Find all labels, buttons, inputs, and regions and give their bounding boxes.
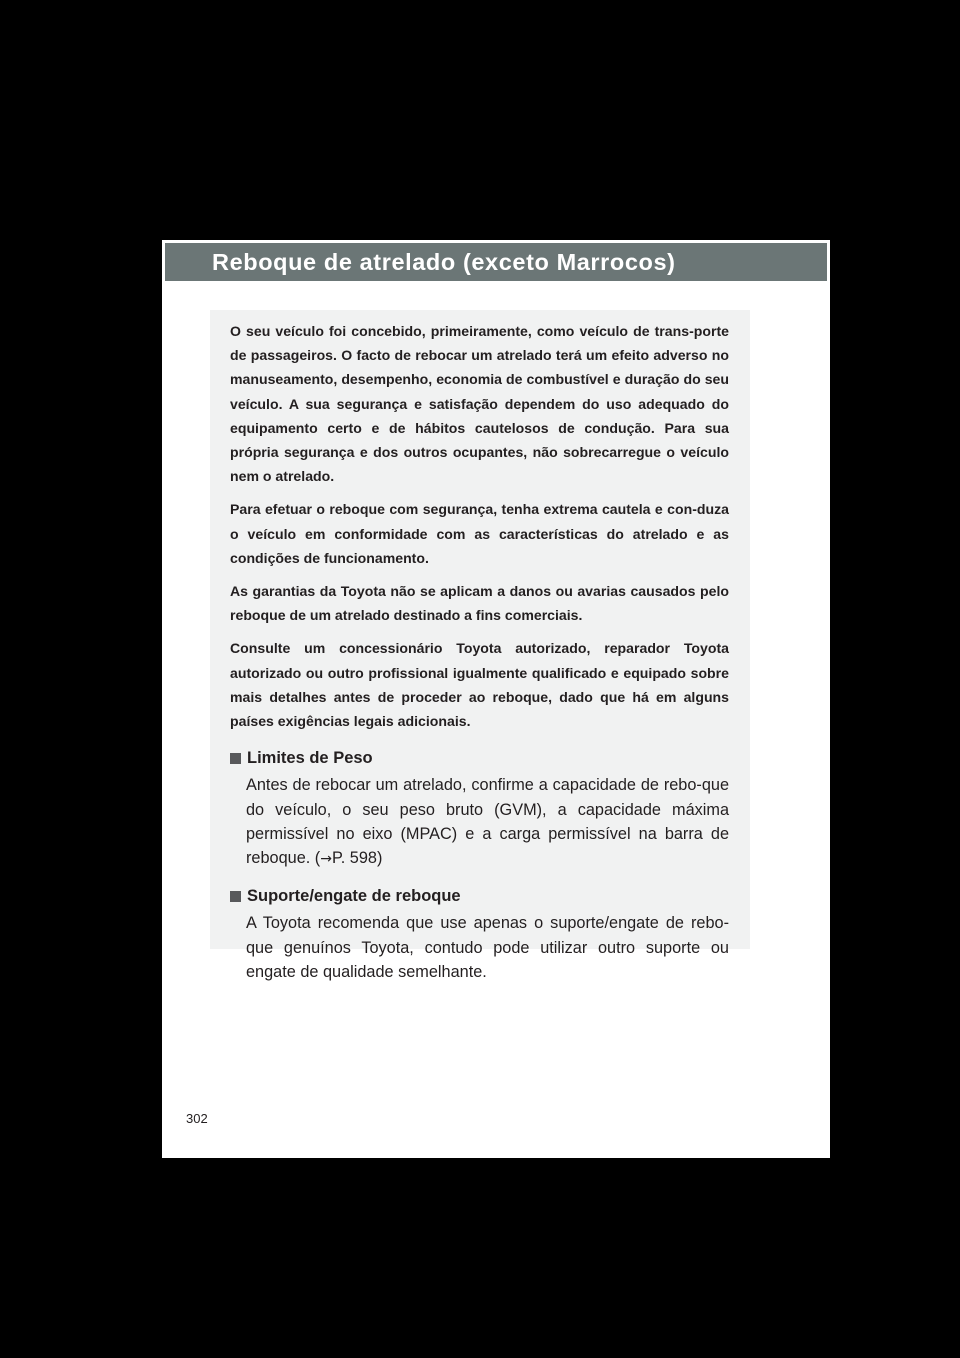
square-bullet-icon bbox=[230, 753, 241, 764]
section-tow-hitch bbox=[230, 884, 729, 984]
page-title: Reboque de atrelado (exceto Marrocos) bbox=[165, 243, 827, 281]
manual-page bbox=[162, 240, 830, 1158]
content-box bbox=[210, 310, 750, 982]
intro-paragraph: Consulte um concessionário Toyota autorizado, reparador Toyota autorizado ou outro profissional igualmente qualificado e equipado sobre mais detalhes antes de proceder ao reboque, dado que há em alguns países exigências legais adicionais. bbox=[230, 640, 729, 730]
arrow-right-icon: → bbox=[320, 851, 332, 868]
section-heading-text: Limites de Peso bbox=[247, 749, 373, 768]
intro-paragraph: Para efetuar o reboque com segurança, tenha extrema cautela e con-duza o veículo em conformidade com as características do atrelado e as condições de funcionamento. bbox=[230, 501, 729, 566]
section-body bbox=[246, 773, 729, 871]
section-heading-text: Suporte/engate de reboque bbox=[247, 887, 461, 906]
intro-paragraph: O seu veículo foi concebido, primeiramente, como veículo de trans-porte de passageiros. O facto de rebocar um atrelado terá um efeito adverso no manuseamento, desempenho, economia de combustível e duração do seu veículo. A sua segurança e satisfação dependem do uso adequado do equipamento certo e de hábitos cautelosos de condução. Para sua própria segurança e dos outros ocupantes, não sobrecarregue o veículo nem o atrelado. bbox=[230, 323, 729, 485]
section-body-text: A Toyota recomenda que use apenas o suporte/engate de rebo-que genuínos Toyota, contudo pode utilizar outro suporte ou engate de qualidade semelhante. bbox=[246, 914, 729, 982]
section-heading bbox=[230, 884, 729, 908]
page-reference-link[interactable]: P. 598) bbox=[331, 849, 383, 868]
section-heading bbox=[230, 746, 729, 770]
section-body-text: Antes de rebocar um atrelado, confirme a capacidade de rebo-que do veículo, o seu peso bruto (GVM), a capacidade máxima permissível no eixo (MPAC) e a carga permissível na barra de reboque. ( bbox=[246, 776, 729, 868]
intro-paragraph: As garantias da Toyota não se aplicam a danos ou avarias causados pelo reboque de um atrelado destinado a fins comerciais. bbox=[230, 583, 729, 624]
page-number: 302 bbox=[186, 1111, 208, 1126]
square-bullet-icon bbox=[230, 891, 241, 902]
section-weight-limits bbox=[230, 746, 729, 871]
section-body bbox=[246, 911, 729, 984]
